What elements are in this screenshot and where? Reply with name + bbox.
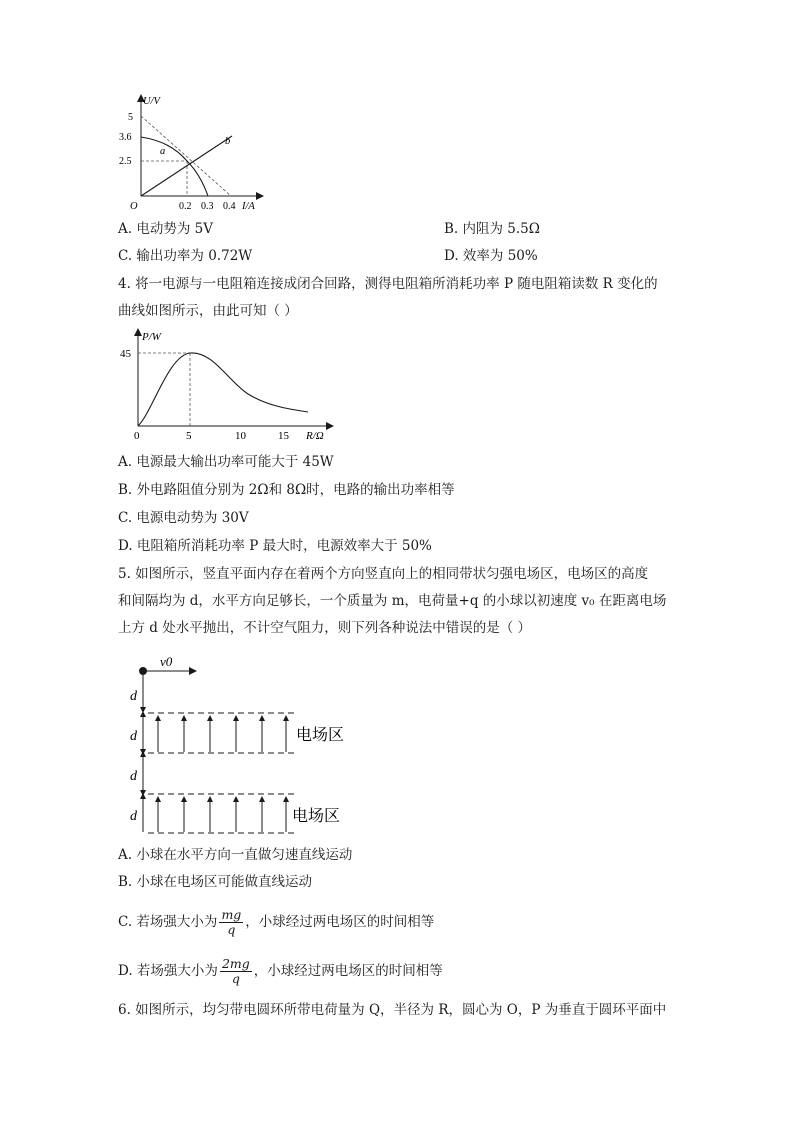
ui-graph	[110, 92, 270, 214]
fraction-denominator: q	[231, 970, 240, 986]
fraction-denominator: q	[227, 921, 236, 937]
q5-stem-line2: 和间隔均为 d，水平方向足够长，一个质量为 m，电荷量+q 的小球以初速度 v₀ 在距离电场	[118, 593, 667, 609]
x-tick-15: 15	[278, 430, 289, 442]
y-tick-5: 5	[128, 112, 133, 123]
x-tick-5: 5	[186, 430, 192, 442]
q5-option-d-prefix: D. 若场强大小为	[118, 963, 218, 979]
fraction-numerator: 2mg	[221, 955, 250, 971]
d-label-3: d	[130, 769, 137, 784]
field1-arrows	[158, 718, 286, 752]
q3-option-d: D. 效率为 50%	[444, 248, 538, 264]
q5-option-d	[118, 952, 443, 990]
q4-option-b: B. 外电路阻值分别为 2Ω和 8Ω时，电路的输出功率相等	[118, 482, 455, 498]
x-axis-label: R/Ω	[306, 430, 324, 442]
v0-label: v0	[160, 654, 173, 669]
q5-option-a: A. 小球在水平方向一直做匀速直线运动	[118, 847, 353, 863]
q4-option-d: D. 电阻箱所消耗功率 P 最大时，电源效率大于 50%	[118, 538, 432, 554]
y-axis-label: P/W	[142, 331, 161, 343]
q5-option-d-fraction	[220, 957, 252, 986]
q3-option-c: C. 输出功率为 0.72W	[118, 248, 253, 264]
pr-graph	[118, 326, 338, 444]
line-b-label: b	[225, 136, 231, 147]
field2-label: 电场区	[292, 808, 341, 825]
q4-option-a: A. 电源最大输出功率可能大于 45W	[118, 454, 334, 470]
field-diagram	[118, 652, 368, 842]
fraction-numerator: mg	[221, 906, 242, 922]
q5-option-b: B. 小球在电场区可能做直线运动	[118, 874, 313, 890]
q5-option-c-suffix: ，小球经过两电场区的时间相等	[245, 914, 435, 930]
x-tick-0.4: 0.4	[223, 201, 236, 212]
line-b	[141, 136, 232, 196]
y-tick-3.6: 3.6	[119, 132, 132, 143]
x-tick-0.3: 0.3	[201, 201, 214, 212]
d-label-1: d	[130, 689, 137, 704]
q4-stem-line2: 曲线如图所示，由此可知（ ）	[118, 303, 298, 319]
y-tick-45: 45	[120, 348, 131, 360]
x-axis-label: I/A	[242, 201, 255, 212]
q3-option-b: B. 内阻为 5.5Ω	[444, 221, 540, 237]
x-tick-0: 0	[134, 430, 140, 442]
field2-arrows	[158, 799, 286, 832]
q5-stem-line3: 上方 d 处水平抛出，不计空气阻力，则下列各种说法中错误的是（ ）	[118, 620, 532, 636]
dashed-extrapolation	[141, 116, 231, 196]
q6-stem-line1: 6. 如图所示，均匀带电圆环所带电荷量为 Q，半径为 R，圆心为 O，P 为垂直于圆环平面中	[118, 1002, 667, 1018]
origin-label: O	[130, 201, 138, 212]
y-axis-label: U/V	[143, 96, 160, 107]
d-label-4: d	[130, 809, 137, 824]
x-tick-0.2: 0.2	[179, 201, 192, 212]
q4-stem-line1: 4. 将一电源与一电阻箱连接成闭合回路，测得电阻箱所消耗功率 P 随电阻箱读数 R 变化的	[118, 276, 658, 292]
d-label-2: d	[130, 729, 137, 744]
q5-stem-line1: 5. 如图所示，竖直平面内存在着两个方向竖直向上的相同带状匀强电场区，电场区的高度	[118, 566, 649, 582]
q4-option-c: C. 电源电动势为 30V	[118, 510, 249, 526]
q5-option-d-suffix: ，小球经过两电场区的时间相等	[253, 963, 443, 979]
q3-option-a: A. 电动势为 5V	[118, 221, 213, 237]
power-curve	[138, 353, 308, 426]
curve-a-label: a	[160, 146, 166, 157]
x-tick-10: 10	[235, 430, 246, 442]
q5-option-c-fraction	[219, 908, 243, 937]
field1-label: 电场区	[296, 727, 345, 744]
y-tick-2.5: 2.5	[119, 156, 132, 167]
q5-option-c	[118, 903, 434, 941]
q5-option-c-prefix: C. 若场强大小为	[118, 914, 218, 930]
